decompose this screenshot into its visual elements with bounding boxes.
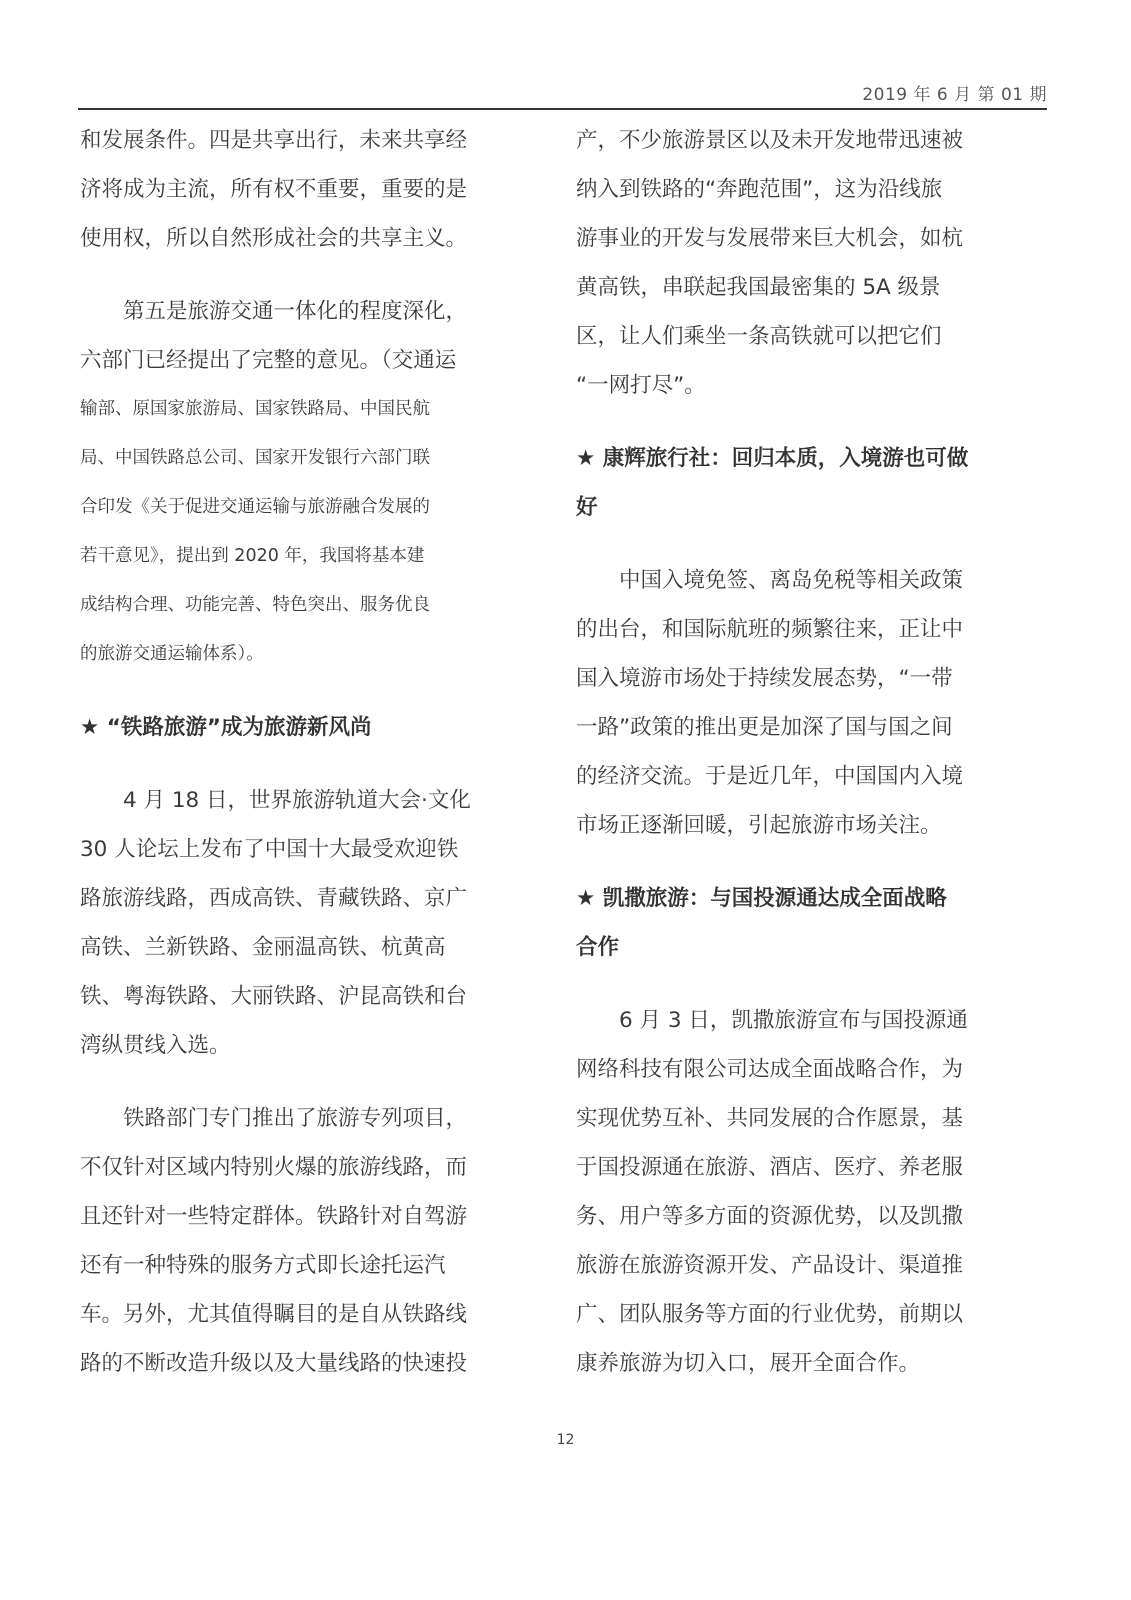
text-line: 区，让人们乘坐一条高铁就可以把它们 <box>576 324 942 349</box>
section-heading <box>576 434 1026 532</box>
text-line: 且还针对一些特定群体。铁路针对自驾游 <box>80 1204 468 1229</box>
text-line: 中国入境免签、离岛免税等相关政策 <box>619 568 964 593</box>
text-line: 康养旅游为切入口，展开全面合作。 <box>576 1351 921 1376</box>
issue-date-header: 2019 年 6 月 第 01 期 <box>862 85 1047 105</box>
page-number: 12 <box>556 1432 575 1448</box>
heading-line: 好 <box>576 495 598 520</box>
text-line: 纳入到铁路的“奔跑范围”，这为沿线旅 <box>576 177 943 202</box>
text-line: 网络科技有限公司达成全面战略合作，为 <box>576 1057 964 1082</box>
text-line: 成结构合理、功能完善、特色突出、服务优良 <box>80 595 430 615</box>
text-line: 路的不断改造升级以及大量线路的快速投 <box>80 1351 468 1376</box>
left-column <box>80 116 530 1388</box>
paragraph-gap <box>80 1070 530 1094</box>
paragraph-gap <box>80 263 530 287</box>
text-line: 30 人论坛上发布了中国十大最受欢迎铁 <box>80 837 459 862</box>
text-line: 游事业的开发与发展带来巨大机会，如杭 <box>576 226 964 251</box>
text-line: 路旅游线路，西成高铁、青藏铁路、京广 <box>80 886 468 911</box>
paragraph <box>80 776 530 1070</box>
text-line: 若干意见》，提出到 2020 年，我国将基本建 <box>80 546 425 566</box>
heading-line: ★ 凯撒旅游：与国投源通达成全面战略 <box>576 886 947 911</box>
paragraph-gap <box>80 679 530 703</box>
text-line: 黄高铁，串联起我国最密集的 5A 级景 <box>576 275 941 300</box>
text-line: 于国投源通在旅游、酒店、医疗、养老服 <box>576 1155 964 1180</box>
text-line: 的旅游交通运输体系）。 <box>80 644 264 664</box>
text-line: 6 月 3 日，凯撒旅游宣布与国投源通 <box>619 1008 968 1033</box>
paragraph-gap <box>576 532 1026 556</box>
text-line: 不仅针对区域内特别火爆的旅游线路，而 <box>80 1155 468 1180</box>
paragraph-gap <box>576 410 1026 434</box>
text-line: 还有一种特殊的服务方式即长途托运汽 <box>80 1253 446 1278</box>
paragraph <box>576 556 1026 850</box>
heading-line: 合作 <box>576 935 620 960</box>
text-line: 铁路部门专门推出了旅游专列项目， <box>123 1106 468 1131</box>
text-line: 和发展条件。四是共享出行，未来共享经 <box>80 128 468 153</box>
section-heading <box>576 874 1026 972</box>
text-line: 局、中国铁路总公司、国家开发银行六部门联 <box>80 448 430 468</box>
text-line: 广、团队服务等方面的行业优势，前期以 <box>576 1302 964 1327</box>
text-line: 一路”政策的推出更是加深了国与国之间 <box>576 715 953 740</box>
paragraph <box>80 287 530 679</box>
text-line: 旅游在旅游资源开发、产品设计、渠道推 <box>576 1253 964 1278</box>
text-line: “一网打尽”。 <box>576 373 706 398</box>
text-line: 国入境游市场处于持续发展态势，“一带 <box>576 666 953 691</box>
header-divider <box>78 108 1047 110</box>
text-line: 使用权，所以自然形成社会的共享主义。 <box>80 226 468 251</box>
text-line: 市场正逐渐回暖，引起旅游市场关注。 <box>576 813 942 838</box>
heading-line: ★ 康辉旅行社：回归本质，入境游也可做 <box>576 446 969 471</box>
text-line: 输部、原国家旅游局、国家铁路局、中国民航 <box>80 399 430 419</box>
paragraph-gap <box>576 972 1026 996</box>
text-line: 产，不少旅游景区以及未开发地带迅速被 <box>576 128 964 153</box>
section-heading: ★ “铁路旅游”成为旅游新风尚 <box>80 715 372 740</box>
paragraph-gap <box>576 850 1026 874</box>
text-line: 的经济交流。于是近几年，中国国内入境 <box>576 764 964 789</box>
text-line: 铁、粤海铁路、大丽铁路、沪昆高铁和台 <box>80 984 468 1009</box>
paragraph <box>576 996 1026 1388</box>
text-line: 实现优势互补、共同发展的合作愿景，基 <box>576 1106 964 1131</box>
paragraph <box>576 116 1026 410</box>
text-line: 车。另外，尤其值得瞩目的是自从铁路线 <box>80 1302 468 1327</box>
paragraph <box>80 1094 530 1388</box>
paragraph <box>80 116 530 263</box>
text-line: 务、用户等多方面的资源优势，以及凯撒 <box>576 1204 964 1229</box>
text-line: 湾纵贯线入选。 <box>80 1033 231 1058</box>
right-column <box>576 116 1026 1388</box>
text-line: 4 月 18 日，世界旅游轨道大会·文化 <box>123 788 471 813</box>
text-line: 六部门已经提出了完整的意见。（交通运 <box>80 348 457 373</box>
text-line: 第五是旅游交通一体化的程度深化， <box>123 299 468 324</box>
text-line: 济将成为主流，所有权不重要，重要的是 <box>80 177 468 202</box>
text-line: 合印发《关于促进交通运输与旅游融合发展的 <box>80 497 430 517</box>
text-line: 的出台，和国际航班的频繁往来，正让中 <box>576 617 964 642</box>
text-line: 高铁、兰新铁路、金丽温高铁、杭黄高 <box>80 935 446 960</box>
paragraph-gap <box>80 752 530 776</box>
